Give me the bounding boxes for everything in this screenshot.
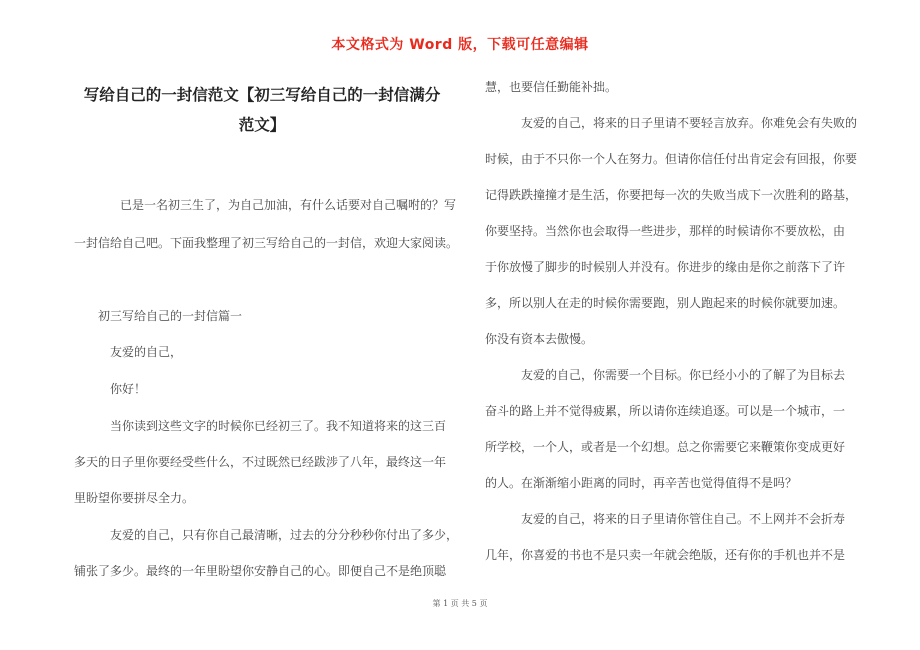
document-title	[62, 80, 462, 140]
paragraph-line: 几年，你喜爱的书也不是只卖一年就会绝版，还有你的手机也并不是	[485, 548, 846, 562]
paragraph-line: 友爱的自己，你需要一个目标。你已经小小的了解了为目标去	[521, 368, 846, 382]
paragraph-line: 记得跌跌撞撞才是生活，你要把每一次的失败当成下一次胜利的路基，	[485, 188, 858, 202]
paragraph-line: 友爱的自己，只有你自己最清晰，过去的分分秒秒你付出了多少，	[110, 528, 459, 542]
paragraph-line: 里盼望你要拼尽全力。	[74, 491, 195, 505]
paragraph-line: 友爱的自己，将来的日子里请不要轻言放弃。你难免会有失败的	[521, 116, 858, 130]
paragraph-line: 你没有资本去傲慢。	[485, 332, 594, 346]
paragraph-line: 铺张了多少。最终的一年里盼望你安静自己的心。即便自己不是绝顶聪	[74, 564, 447, 578]
paragraph-line: 已是一名初三生了，为自己加油，有什么话要对自己嘱咐的？写	[120, 198, 457, 212]
paragraph-line: 所学校，一个人，或者是一个幻想。总之你需要它来鞭策你变成更好	[485, 440, 846, 454]
paragraph-line: 多，所以别人在走的时候你需要跑，别人跑起来的时候你就要加速。	[485, 296, 846, 310]
title-line-1: 写给自己的一封信范文【初三写给自己的一封信满分	[83, 85, 441, 104]
paragraph-line: 时候，由于不只你一个人在努力。但请你信任付出肯定会有回报，你要	[485, 152, 858, 166]
paragraph-line: 慧，也要信任勤能补拙。	[485, 80, 618, 94]
paragraph-line: 一封信给自己吧。下面我整理了初三写给自己的一封信，欢迎大家阅读。	[74, 236, 459, 250]
page-number-footer: 第 1 页 共 5 页	[432, 599, 488, 608]
salutation: 友爱的自己，	[110, 345, 183, 359]
paragraph-line: 于你放慢了脚步的时候别人并没有。你进步的缘由是你之前落下了许	[485, 260, 846, 274]
word-format-banner: 本文格式为 Word 版，下载可任意编辑	[331, 37, 589, 53]
paragraph-line: 当你读到这些文字的时候你已经初三了。我不知道将来的这三百	[110, 419, 447, 433]
paragraph-line: 奋斗的路上并不觉得疲累，所以请你连续追逐。可以是一个城市，一	[485, 404, 846, 418]
greeting: 你好！	[110, 382, 147, 396]
paragraph-line: 多天的日子里你要经受些什么，不过既然已经跋涉了八年，最终这一年	[74, 455, 447, 469]
title-line-2: 范文】	[238, 115, 286, 134]
paragraph-line: 友爱的自己，将来的日子里请你管住自己。不上网并不会折寿	[521, 512, 846, 526]
section-heading: 初三写给自己的一封信篇一	[98, 309, 243, 323]
paragraph-line: 的人。在渐渐缩小距离的同时，再辛苦也觉得值得不是吗？	[485, 476, 798, 490]
paragraph-line: 你要坚持。当然你也会取得一些进步，那样的时候请你不要放松，由	[485, 224, 846, 238]
